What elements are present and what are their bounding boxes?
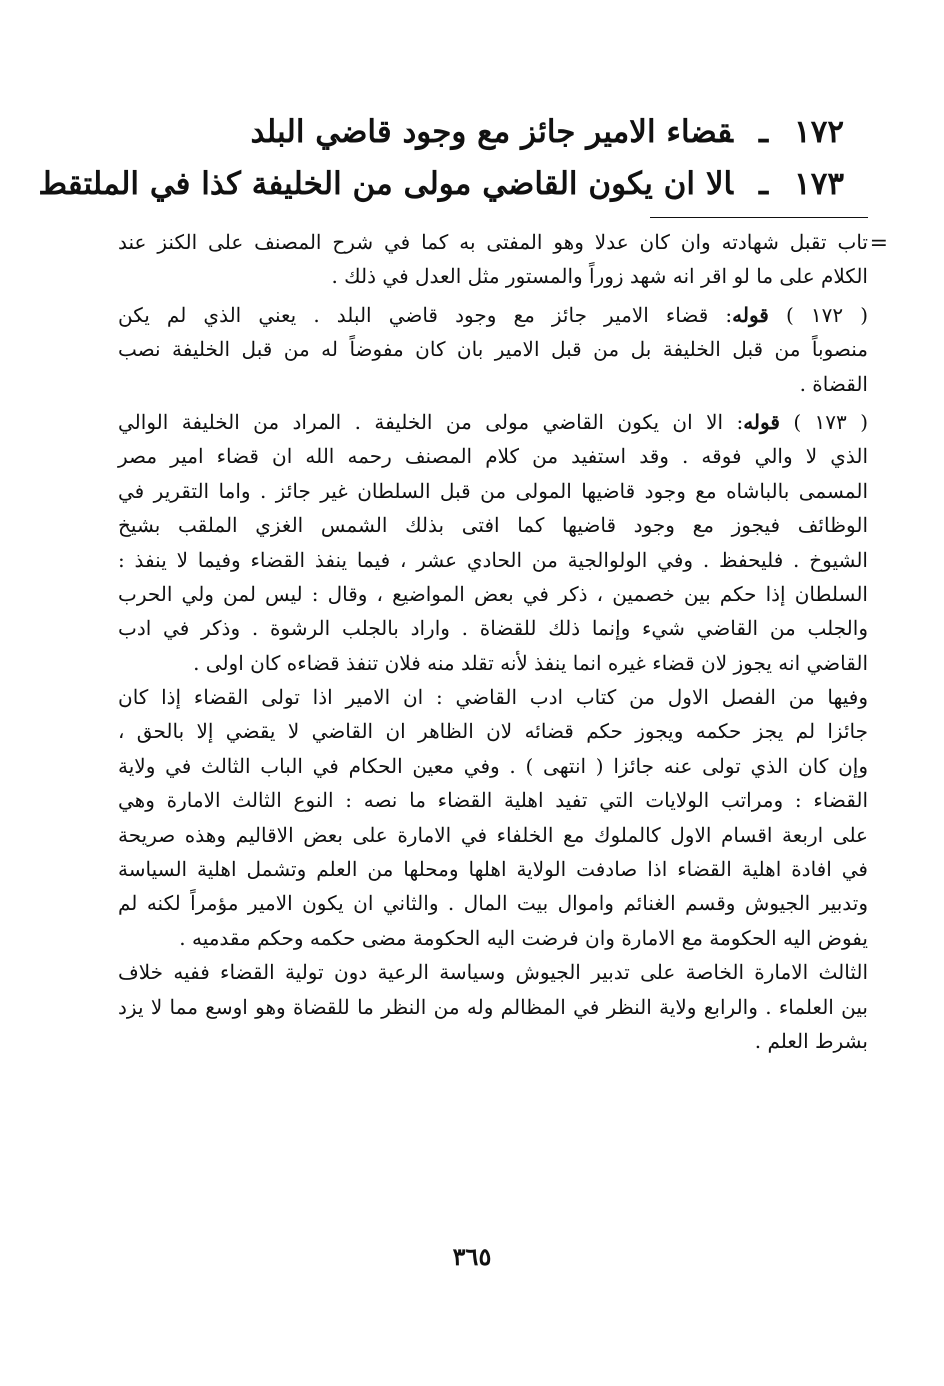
footnote-line: القضاء : ومراتب الولايات التي تفيد اهلية القضاء ما نصه : النوع الثالث الامارة وهي [118,788,868,813]
note-172 [118,298,868,401]
note-173-first-line [118,405,868,439]
footnote-line: يفوض اليه الحكومة مع الامارة وان فرضت اليه الحكومة مضى حكمه وحكم مقدميه . [179,925,868,950]
footnote-line: في افادة اهلية القضاء اذا صادفت الولاية اهلها ومحلها من العلم وتشمل اهلية السياسة [118,857,868,882]
note-172-first-line [118,298,868,332]
main-text-block [38,106,844,210]
footnote-line: على اربعة اقسام الاول كالملوك مع الخلفاء في الامارة على بعض الاقاليم وهذه صريحة [118,822,868,847]
footnote-line: السلطان إذا حكم بين خصمين ، ذكر في بعض المواضيع ، وقال : ليس لمن ولي الحرب [118,581,868,606]
footnote-line: الشيوخ . فليحفظ . وفي الولوالجية من الحادي عشر ، فيما ينفذ القضاء وفيما لا ينفذ : [118,547,868,572]
note-ref: ( ١٧٢ ) [785,302,868,327]
main-entry-173 [38,158,844,210]
entry-text: قضاء الامير جائز مع وجود قاضي البلد [250,114,733,150]
footnote-line: الذي لا والي فوقه . وقد استفيد من كلام المصنف رحمه الله ان قضاء امير مصر [118,444,868,469]
entry-number: ١٧٢ [794,114,844,150]
footnote-line: الوظائف فيجوز مع وجود قاضيها كما افتى بذلك الشمس الغزي الملقب بشيخ [118,513,868,538]
note-lead-text: : الا ان يكون القاضي مولى من الخليفة . المراد من الخليفة الوالي [118,409,744,434]
footnote-line: وفيها من الفصل الاول من كتاب ادب القاضي : ان الامير اذا تولى القضاء إذا كان [118,685,868,710]
note-lead-text: : قضاء الامير جائز مع وجود قاضي البلد . يعني الذي لم يكن [118,302,733,327]
footnote-line: والجلب من القاضي شيء وإنما ذلك للقضاة . واراد بالجلب الرشوة . وذكر في ادب [118,616,868,641]
footnote-line: بشرط العلم . [754,1028,868,1053]
entry-dash: ـ [758,166,769,202]
footnote-separator-rule [650,217,868,218]
footnote-line: منصوباً من قبل الخليفة بل من قبل الامير بان كان مفوضاً له من قبل الخليفة نصب [118,337,868,362]
footnotes-block [118,225,888,1058]
footnote-line: وإن كان الذي تولى عنه جائزا ( انتهى ) . وفي معين الحكام في الباب الثالث في ولاية [118,753,868,778]
footnote-line: بين العلماء . والرابع ولاية النظر في المظالم وله من النظر ما للقضاة وهو اوسع مما لا يزد [118,994,868,1019]
footnote-line: القاضي انه يجوز لان قضاء غيره انما ينفذ لأنه تقلد منه فلان تنفذ قضاءه كان اولى . [193,650,868,675]
footnote-line: وتدبير الجيوش وقسم الغنائم واموال بيت المال . والثاني ان يكون الامير مؤمراً لكنه لم [118,891,868,916]
entry-number: ١٧٣ [794,166,844,202]
footnote-line: الثالث الامارة الخاصة على تدبير الجيوش وسياسة الرعية دون تولية القضاء ففيه خلاف [118,960,868,985]
entry-text: الا ان يكون القاضي مولى من الخليفة كذا في الملتقط [38,166,733,202]
footnote-line: القضاة . [799,371,868,396]
footnote-line: المسمى بالباشاه مع وجود قاضيها المولى من قبل السلطان غير جائز . واما التقرير في [118,478,868,503]
note-keyword: قوله [743,409,780,434]
note-keyword: قوله [732,302,769,327]
footnote-line: جائزا لم يجز حكمه ويجوز حكم قضائه لان الظاهر ان القاضي لا يقضي إلا بالحق ، [118,719,868,744]
note-173 [118,405,868,1058]
page-number: ٣٦٥ [452,1242,492,1271]
continuation-mark: = [869,231,888,256]
note-ref: ( ١٧٣ ) [793,409,868,434]
footnote-line: تاب تقبل شهادته وان كان عدلا وهو المفتى به كما في شرح المصنف على الكنز عند [118,230,868,254]
main-entry-172 [84,106,844,158]
entry-dash: ـ [758,114,769,150]
footnote-line: الكلام على ما لو اقر انه شهد زوراً والمستور مثل العدل في ذلك . [331,264,868,289]
footnote-intro [118,225,868,294]
